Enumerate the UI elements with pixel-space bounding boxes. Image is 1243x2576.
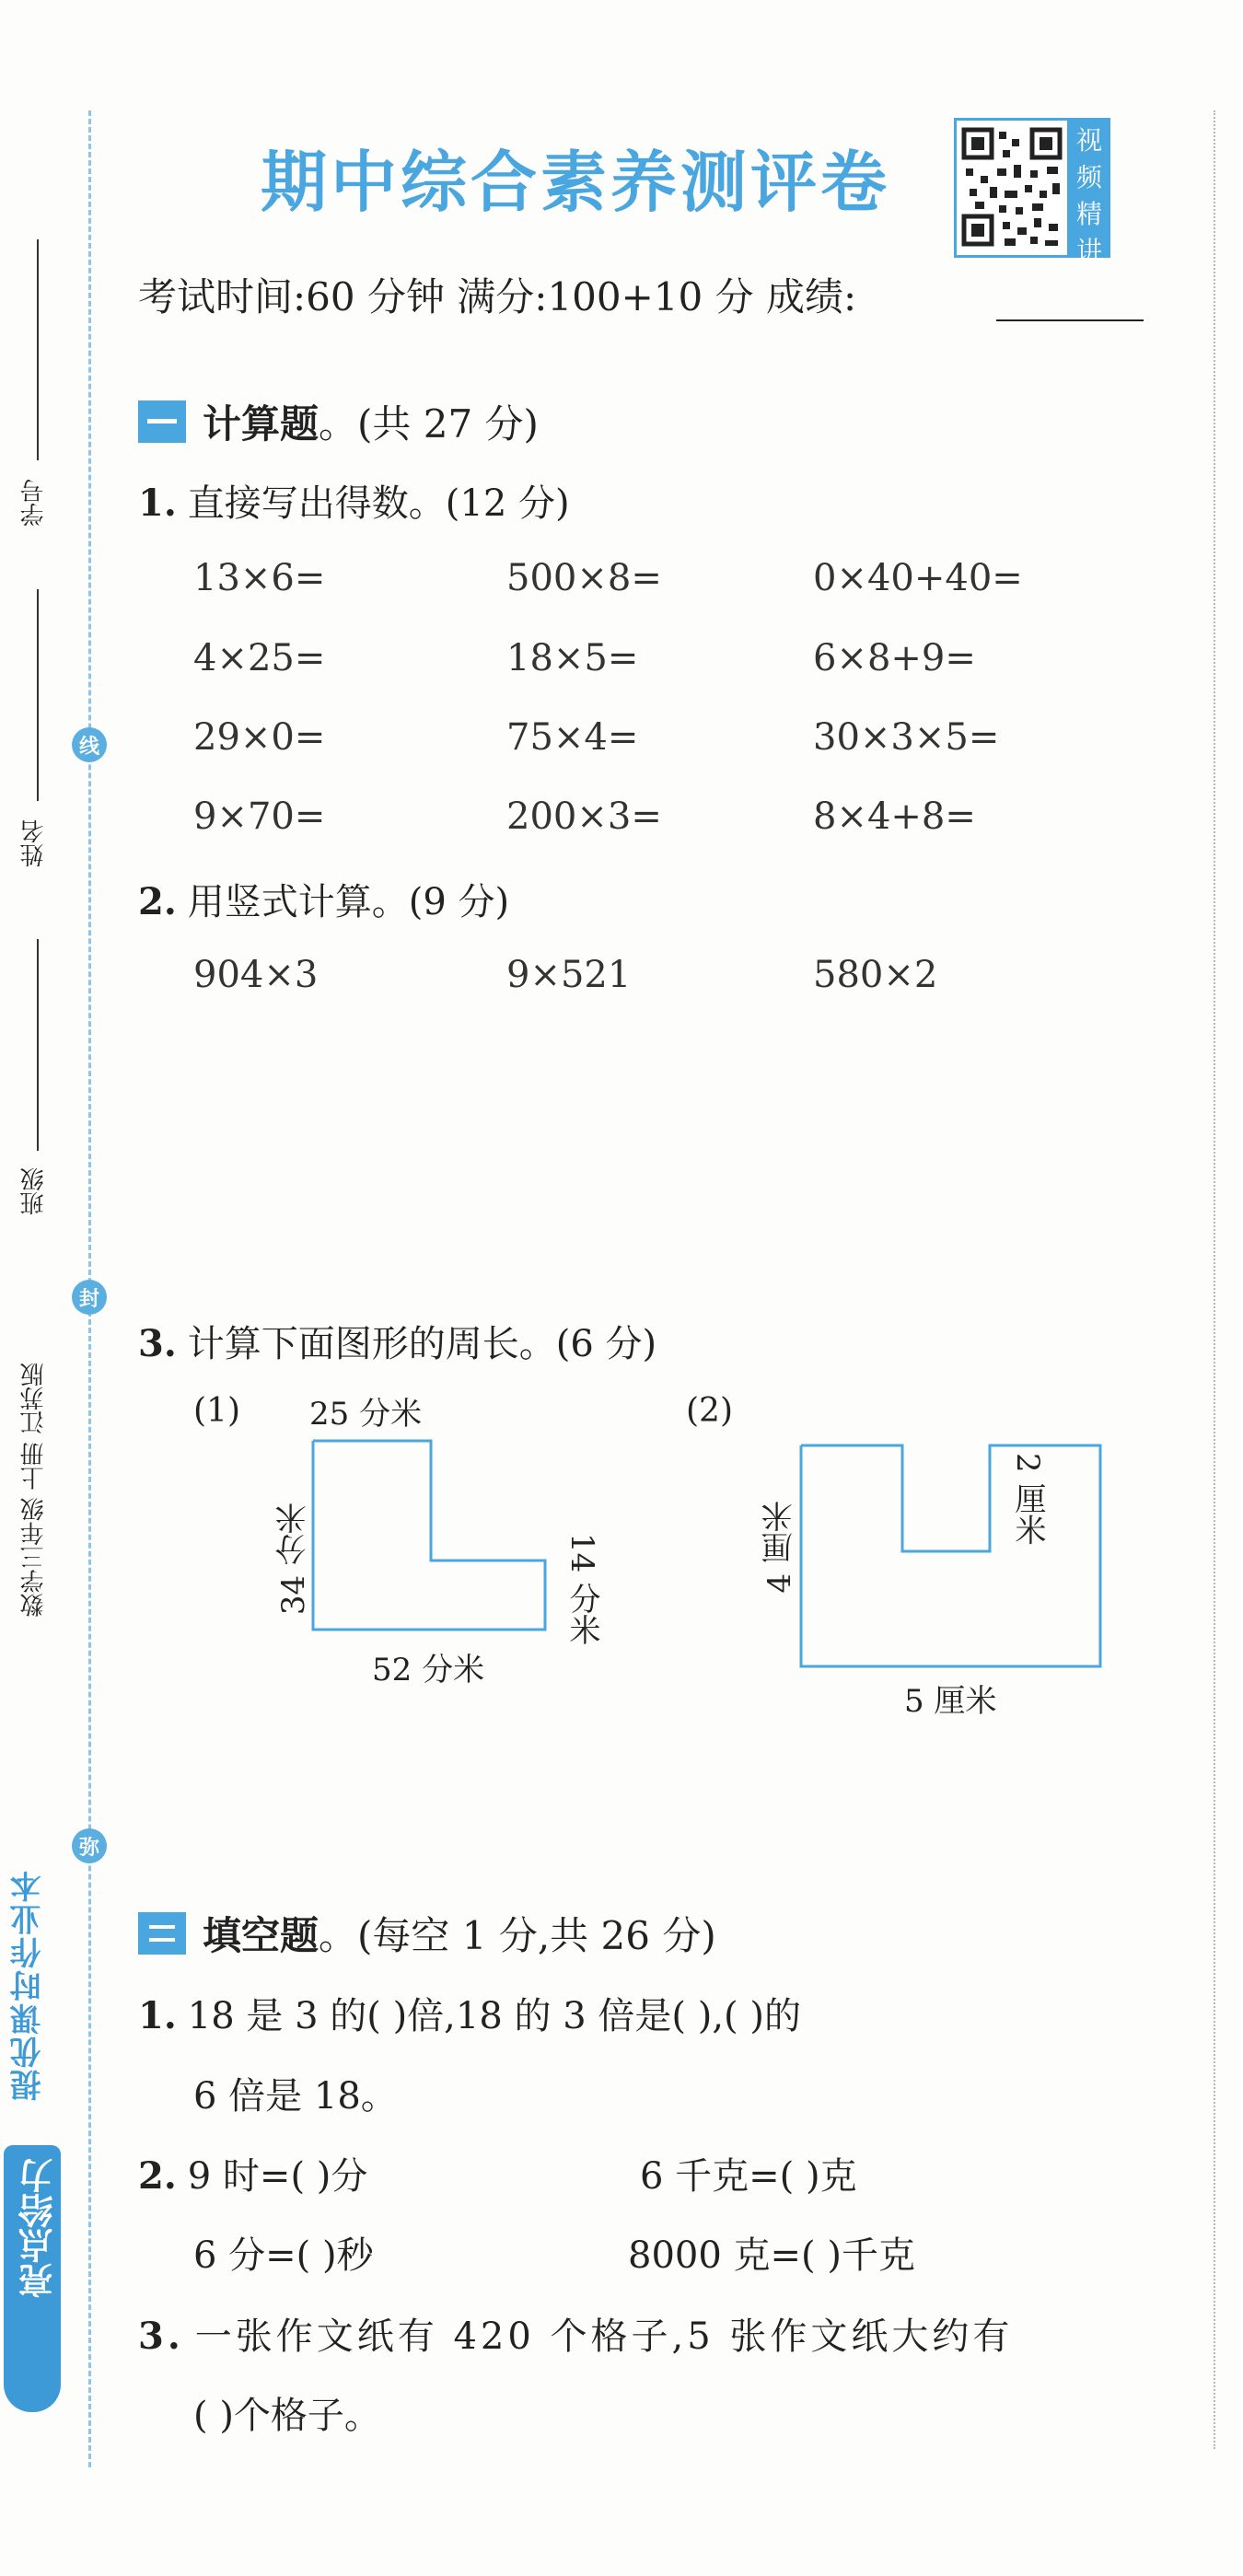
calc-item: 6×8+9= (813, 637, 976, 679)
video-tag-char: 精 (1075, 199, 1102, 229)
fill-item: 9 时=( )分 (187, 2155, 368, 2198)
figure1-l-shape (304, 1432, 571, 1643)
vertical-calc-item: 904×3 (193, 954, 319, 996)
calc-item: 500×8= (506, 557, 662, 599)
seal-line: 线 (72, 727, 107, 762)
s1-q1 (138, 474, 570, 527)
seal-mi: 弥 (72, 1828, 107, 1863)
class-blank (37, 939, 39, 1151)
video-tag-char: 视 (1075, 125, 1102, 156)
fill-item: 6 千克=( )克 (640, 2155, 857, 2198)
calc-item: 18×5= (506, 637, 639, 679)
figure2-left-dim: 4 厘米 (761, 1501, 798, 1594)
question-text: 计算下面图形的周长。(6 分) (187, 1323, 657, 1365)
calc-item: 4×25= (193, 637, 326, 679)
section1-title: 计算题 (203, 401, 319, 447)
calc-item: 75×4= (506, 716, 639, 759)
figure2-inner-dim: 2 厘米 (1009, 1453, 1046, 1546)
score-blank (996, 319, 1144, 321)
calc-item: 8×4+8= (813, 795, 976, 838)
question-number: 1. (138, 1994, 177, 2037)
video-tag-char: 频 (1075, 162, 1102, 192)
s2-q2 (138, 2147, 367, 2199)
figure1-left-dim: 34 分米 (275, 1503, 312, 1616)
series-name: 提优课时作业本 (10, 1869, 47, 2101)
figure2-bottom-dim: 5 厘米 (904, 1683, 997, 1720)
video-tag-char: 讲 (1075, 236, 1102, 266)
question-number: 3. (138, 2315, 184, 2358)
book-info: 数学三年级 上册 江苏版 (20, 1363, 48, 1618)
calc-item: 29×0= (193, 716, 326, 759)
video-tag (1068, 118, 1110, 266)
figure1-label: (1) (193, 1392, 240, 1430)
student-id-blank (37, 239, 39, 460)
calc-item: 0×40+40= (813, 557, 1023, 599)
calc-item: 200×3= (506, 795, 662, 838)
figure1-bottom-dim: 52 分米 (372, 1652, 485, 1688)
seal-seal: 封 (72, 1280, 107, 1315)
figure1-right-dim: 14 分米 (563, 1533, 600, 1646)
fill-item: 6 分=( )秒 (193, 2234, 374, 2277)
question-number: 1. (138, 482, 177, 525)
section2-title: 填空题 (203, 1913, 319, 1958)
s2-q3 (138, 2307, 1013, 2360)
calc-item: 9×70= (193, 795, 326, 838)
question-text: 一张作文纸有 420 个格子,5 张作文纸大约有 (194, 2315, 1014, 2358)
question-text: 直接写出得数。(12 分) (187, 482, 570, 525)
figure2-u-shape (792, 1436, 1114, 1676)
question-number: 2. (138, 880, 177, 923)
section2-heading (138, 1906, 716, 1961)
fill-item: 8000 克=( )千克 (628, 2234, 915, 2277)
section2-badge (138, 1912, 186, 1955)
question-text-cont: ( )个格子。 (193, 2395, 381, 2437)
qr-code-icon (954, 118, 1070, 258)
calc-item: 30×3×5= (813, 716, 1000, 759)
calc-item: 13×6= (193, 557, 326, 599)
section1-note: 。(共 27 分) (319, 401, 539, 447)
s1-q3 (138, 1315, 656, 1367)
section2-note: 。(每空 1 分,共 26 分) (319, 1913, 716, 1958)
paper-title: 期中综合素养测评卷 (260, 144, 890, 221)
figure2-label: (2) (686, 1392, 733, 1430)
question-number: 2. (138, 2154, 177, 2198)
brand-logo: 亮点给力 (4, 2145, 61, 2412)
section1-badge (138, 400, 186, 443)
question-text: 用竖式计算。(9 分) (187, 881, 510, 923)
s2-q1 (138, 1987, 801, 2039)
student-id-label: 学号 (20, 479, 48, 527)
right-border (1214, 110, 1215, 2449)
exam-info: 考试时间:60 分钟 满分:100+10 分 成绩: (138, 274, 857, 319)
question-text-cont: 6 倍是 18。 (193, 2075, 398, 2118)
name-blank (37, 589, 39, 801)
section1-heading (138, 394, 539, 449)
vertical-calc-item: 580×2 (813, 954, 938, 996)
name-label: 姓名 (20, 819, 48, 867)
question-number: 3. (138, 1322, 177, 1365)
vertical-calc-item: 9×521 (506, 954, 632, 996)
class-label: 班级 (20, 1167, 48, 1215)
s1-q2 (138, 873, 509, 925)
figure1-top-dim: 25 分米 (309, 1396, 423, 1433)
question-text: 18 是 3 的( )倍,18 的 3 倍是( ),( )的 (187, 1995, 801, 2037)
